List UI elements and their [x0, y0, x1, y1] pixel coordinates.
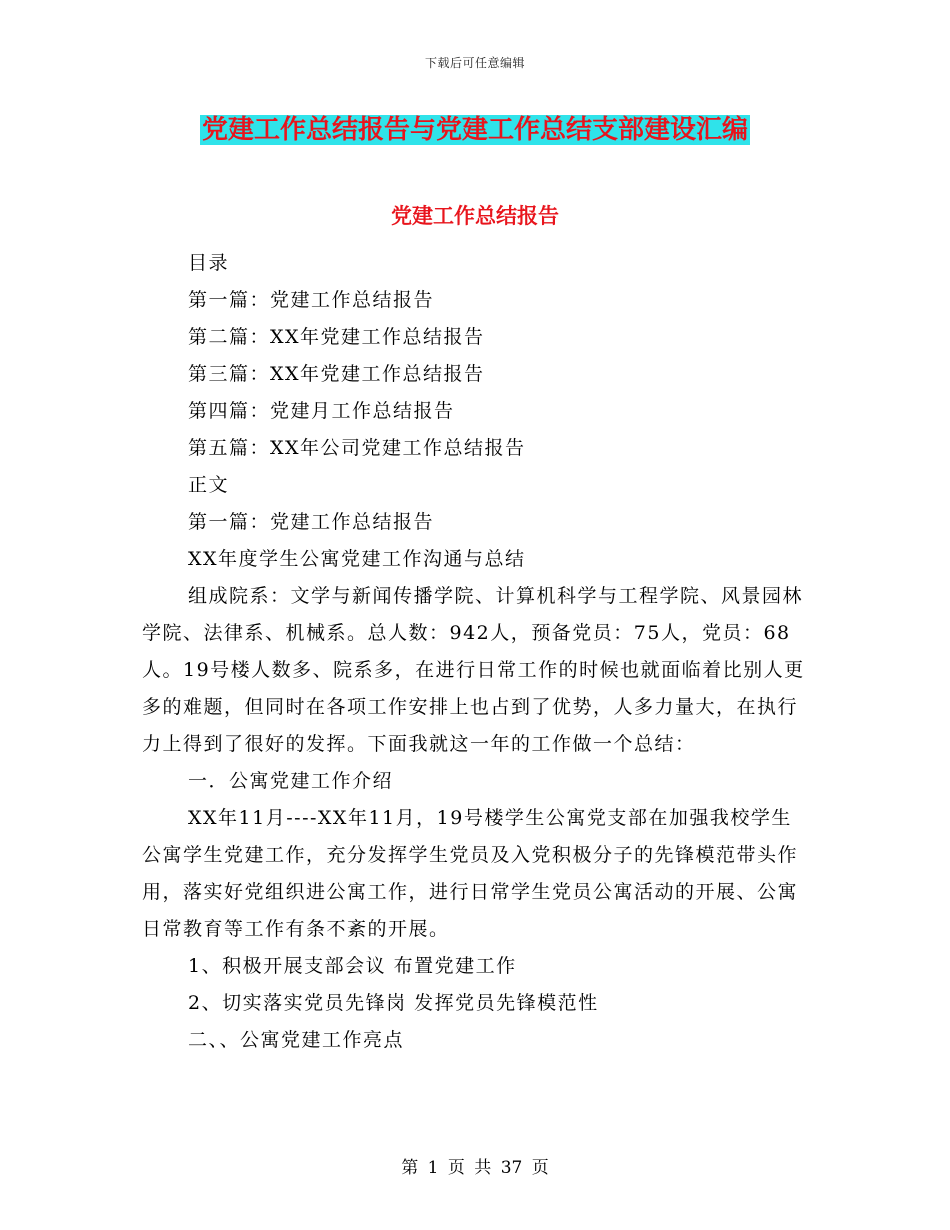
toc-heading: 目录 — [188, 252, 230, 274]
section-title: 党建工作总结报告 — [391, 203, 559, 228]
toc-item: 第一篇：党建工作总结报告 — [188, 289, 435, 311]
toc-item: 第五篇：XX年公司党建工作总结报告 — [188, 437, 526, 459]
paragraph: XX年度学生公寓党建工作沟通与总结 — [188, 548, 526, 570]
document-title-text: 党建工作总结报告与党建工作总结支部建设汇编 — [201, 115, 748, 145]
toc-item: 第二篇：XX年党建工作总结报告 — [188, 326, 485, 348]
document-body — [142, 245, 810, 1059]
toc-item: 第三篇：XX年党建工作总结报告 — [188, 363, 485, 385]
chapter-heading: 第一篇：党建工作总结报告 — [188, 511, 435, 533]
header-note: 下载后可任意编辑 — [424, 56, 525, 70]
paragraph: 组成院系：文学与新闻传播学院、计算机科学与工程学院、风景园林学院、法律系、机械系。总人数：942人，预备党员：75人，党员：68人。19号楼人数多、院系多，在进行日常工作的时候也就面临着比别人更多的难题，但同时在各项工作安排上也占到了优势，人多力量大，在执行力上得到了很好的发挥。下面我就这一年的工作做一个总结： — [142, 585, 805, 755]
paragraph: 2、切实落实党员先锋岗 发挥党员先锋模范性 — [188, 992, 599, 1014]
body-heading: 正文 — [188, 474, 230, 496]
paragraph: 1、积极开展支部会议 布置党建工作 — [188, 955, 517, 977]
paragraph: XX年11月----XX年11月，19号楼学生公寓党支部在加强我校学生公寓学生党建工作，充分发挥学生党员及入党积极分子的先锋模范带头作用，落实好党组织进公寓工作，进行日常学生党员公寓活动的开展、公寓日常教育等工作有条不紊的开展。 — [142, 807, 799, 940]
paragraph: 一．公寓党建工作介绍 — [188, 770, 394, 792]
document-title — [0, 112, 950, 148]
paragraph: 二、、公寓党建工作亮点 — [188, 1029, 405, 1051]
toc-item: 第四篇：党建月工作总结报告 — [188, 400, 455, 422]
page-footer: 第 1 页 共 37 页 — [401, 1158, 549, 1178]
